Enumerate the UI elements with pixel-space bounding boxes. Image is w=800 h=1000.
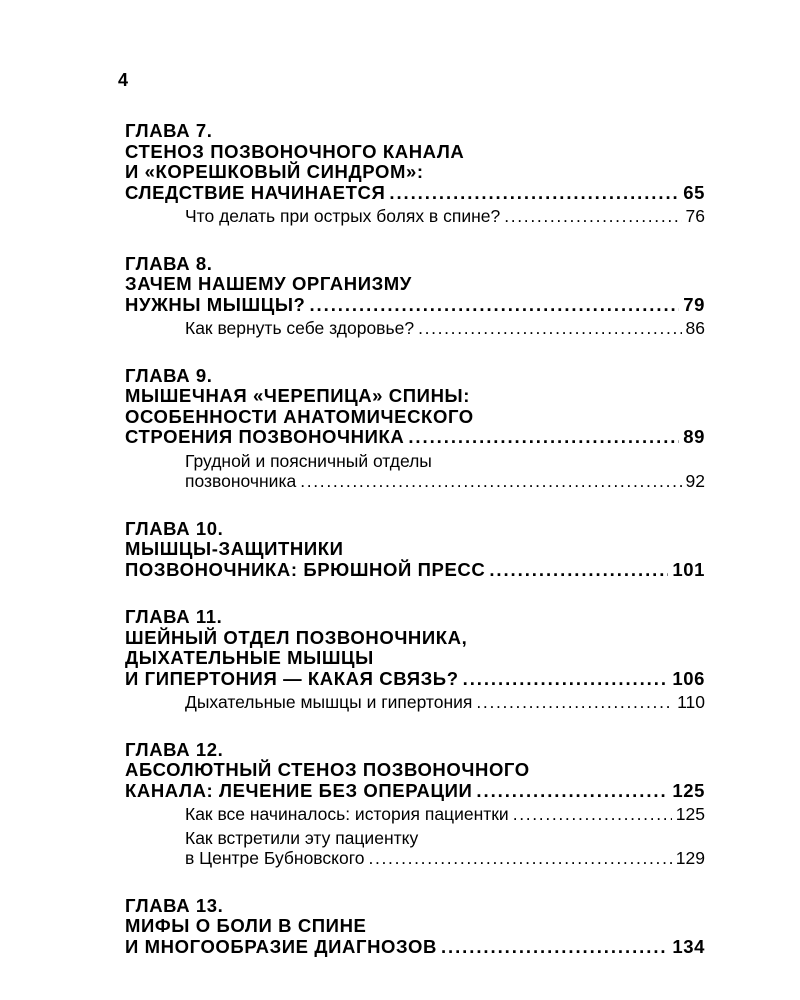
dot-leader (300, 471, 681, 492)
page-number: 4 (118, 70, 129, 90)
subsection-page-number: 76 (685, 206, 705, 226)
dot-leader (408, 427, 679, 448)
subsection-entry (185, 471, 705, 492)
chapter-label: ГЛАВА 11. (125, 606, 223, 627)
chapter-title-entry (125, 427, 705, 448)
chapter-title-line: ОСОБЕННОСТИ АНАТОМИЧЕСКОГО (125, 405, 474, 427)
subsection-entry (185, 206, 705, 227)
chapter-title-line: ДЫХАТЕЛЬНЫЕ МЫШЦЫ (125, 647, 374, 668)
chapter-page-number: 125 (672, 779, 705, 801)
subsection-page-number: 92 (685, 471, 705, 491)
dot-leader (476, 692, 673, 713)
chapter-label: ГЛАВА 12. (125, 738, 224, 760)
chapter-title-line: ШЕЙНЫЙ ОТДЕЛ ПОЗВОНОЧНИКА, (125, 626, 468, 648)
dot-leader (418, 318, 681, 339)
chapter-page-number: 101 (672, 558, 705, 580)
chapter-title-line: И МНОГООБРАЗИЕ ДИАГНОЗОВ (125, 935, 437, 957)
chapter-heading[interactable] (125, 896, 705, 958)
chapter-heading[interactable] (125, 254, 705, 316)
chapter-title-line: ЗАЧЕМ НАШЕМУ ОРГАНИЗМУ (125, 273, 412, 294)
toc-subsection[interactable] (185, 804, 705, 825)
toc-subsection[interactable] (185, 451, 705, 492)
chapter-title-line: И ГИПЕРТОНИЯ — КАКАЯ СВЯЗЬ? (125, 667, 459, 689)
chapter-title-line: СТЕНОЗ ПОЗВОНОЧНОГО КАНАЛА (125, 140, 465, 162)
chapter-title-entry (125, 560, 705, 581)
chapter-title-entry (125, 295, 705, 316)
chapter-heading[interactable] (125, 519, 705, 581)
subsection-page-number: 110 (677, 692, 705, 712)
chapter-title-line: АБСОЛЮТНЫЙ СТЕНОЗ ПОЗВОНОЧНОГО (125, 759, 530, 780)
toc-chapter (125, 366, 705, 492)
chapter-label: ГЛАВА 7. (125, 120, 213, 141)
toc-subsection[interactable] (185, 206, 705, 227)
subsection-entry (185, 848, 705, 869)
chapter-title-line: ПОЗВОНОЧНИКА: БРЮШНОЙ ПРЕСС (125, 558, 486, 580)
chapter-title-line: КАНАЛА: ЛЕЧЕНИЕ БЕЗ ОПЕРАЦИИ (125, 779, 473, 801)
toc-chapter (125, 519, 705, 581)
subsection-entry (185, 318, 705, 339)
chapter-title-line: МИФЫ О БОЛИ В СПИНЕ (125, 915, 367, 936)
chapter-title-entry (125, 183, 705, 204)
chapter-heading[interactable] (125, 740, 705, 802)
chapter-title-line: СЛЕДСТВИЕ НАЧИНАЕТСЯ (125, 181, 386, 203)
dot-leader (368, 848, 671, 869)
chapter-page-number: 106 (672, 667, 705, 689)
chapter-title-line: И «КОРЕШКОВЫЙ СИНДРОМ»: (125, 161, 424, 182)
subsection-title-line: позвоночника (185, 471, 297, 491)
subsection-title-line: Как встретили эту пациентку (185, 827, 419, 848)
toc-chapter (125, 607, 705, 713)
chapter-label: ГЛАВА 8. (125, 252, 213, 274)
subsection-page-number: 129 (675, 848, 705, 868)
dot-leader (504, 206, 681, 227)
chapter-heading[interactable] (125, 366, 705, 448)
subsection-entry (185, 804, 705, 825)
chapter-title-line: МЫШЕЧНАЯ «ЧЕРЕПИЦА» СПИНЫ: (125, 385, 470, 406)
chapter-title-entry (125, 781, 705, 802)
dot-leader (513, 804, 672, 825)
toc-chapter (125, 896, 705, 958)
chapter-heading[interactable] (125, 607, 705, 689)
subsection-title-line: Дыхательные мышцы и гипертония (185, 692, 473, 712)
chapter-page-number: 134 (672, 935, 705, 957)
dot-leader (309, 295, 679, 316)
chapter-label: ГЛАВА 10. (125, 517, 224, 539)
chapter-label: ГЛАВА 13. (125, 894, 224, 916)
subsection-title-line: Что делать при острых болях в спине? (185, 206, 501, 226)
table-of-contents (125, 121, 705, 984)
subsection-title-line: в Центре Бубновского (185, 848, 365, 868)
subsection-title-line: Грудной и поясничный отделы (185, 450, 432, 471)
toc-subsection[interactable] (185, 692, 705, 713)
dot-leader (476, 781, 668, 802)
toc-chapter (125, 740, 705, 869)
chapter-title-line: НУЖНЫ МЫШЦЫ? (125, 293, 306, 315)
subsection-entry (185, 692, 705, 713)
chapter-title-entry (125, 937, 705, 958)
chapter-page-number: 65 (683, 181, 705, 203)
chapter-title-line: СТРОЕНИЯ ПОЗВОНОЧНИКА (125, 426, 405, 447)
chapter-label: ГЛАВА 9. (125, 364, 213, 386)
toc-subsection[interactable] (185, 828, 705, 869)
dot-leader (389, 183, 679, 204)
toc-subsection[interactable] (185, 318, 705, 339)
chapter-title-line: МЫШЦЫ-ЗАЩИТНИКИ (125, 538, 344, 559)
chapter-page-number: 79 (683, 293, 705, 315)
subsection-title-line: Как все начиналось: история пациентки (185, 804, 509, 824)
chapter-heading[interactable] (125, 121, 705, 203)
chapter-page-number: 89 (683, 426, 705, 447)
subsection-title-line: Как вернуть себе здоровье? (185, 318, 415, 338)
dot-leader (463, 669, 669, 690)
chapter-title-entry (125, 669, 705, 690)
subsection-page-number: 86 (685, 318, 705, 338)
dot-leader (489, 560, 668, 581)
toc-chapter (125, 121, 705, 227)
toc-chapter (125, 254, 705, 339)
dot-leader (441, 937, 668, 958)
subsection-page-number: 125 (675, 804, 705, 824)
